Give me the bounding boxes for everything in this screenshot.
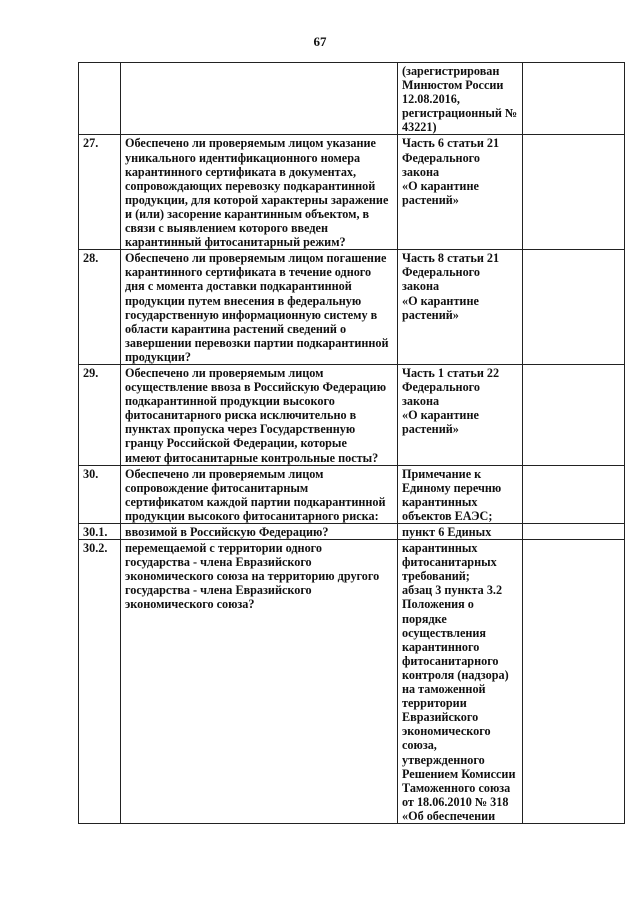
question-cell bbox=[121, 364, 398, 465]
legal-reference-cell bbox=[398, 364, 523, 465]
answer-cell bbox=[523, 250, 625, 365]
row-number: 28. bbox=[83, 251, 99, 266]
legal-reference-cell bbox=[398, 63, 523, 135]
legal-reference-text: пункт 6 Единых bbox=[402, 525, 492, 539]
legal-reference-cell bbox=[398, 250, 523, 365]
table-row bbox=[79, 63, 625, 135]
answer-cell bbox=[523, 465, 625, 523]
legal-reference-cell bbox=[398, 524, 523, 540]
row-number-cell bbox=[79, 364, 121, 465]
question-text: Обеспечено ли проверяемым лицом погашение карантинного сертификата в течение одного дня с момента доставки подкарантинной продукции путем внесения в федеральную государственную информационную систему в области карантина растений сведений о завершении перевозки партии подкарантинной продукции? bbox=[125, 251, 389, 364]
row-number: 27. bbox=[83, 136, 99, 151]
table-row bbox=[79, 524, 625, 540]
table-row bbox=[79, 250, 625, 365]
legal-reference-text: Часть 1 статьи 22 Федерального закона «О карантине растений» bbox=[402, 365, 500, 437]
legal-reference-text: (зарегистрирован Минюстом России 12.08.2016, регистрационный № 43221) bbox=[402, 64, 518, 135]
question-text: Обеспечено ли проверяемым лицом сопровождение фитосанитарным сертификатом каждой партии подкарантинной продукции высокого фитосанитарного риска: bbox=[125, 466, 386, 523]
row-number-cell bbox=[79, 540, 121, 824]
question-cell bbox=[121, 135, 398, 250]
checklist-table-body bbox=[79, 63, 625, 824]
row-number: 30. bbox=[83, 466, 99, 481]
checklist-table bbox=[78, 62, 625, 824]
answer-cell bbox=[523, 63, 625, 135]
row-number: 30.2. bbox=[83, 541, 108, 556]
table-row bbox=[79, 364, 625, 465]
table-row bbox=[79, 540, 625, 824]
legal-reference-cell bbox=[398, 540, 523, 824]
answer-cell bbox=[523, 524, 625, 540]
legal-reference-cell bbox=[398, 135, 523, 250]
legal-reference-cell bbox=[398, 465, 523, 523]
row-number: 29. bbox=[83, 365, 99, 380]
table-row bbox=[79, 465, 625, 523]
answer-cell bbox=[523, 135, 625, 250]
question-cell bbox=[121, 465, 398, 523]
row-number-cell bbox=[79, 524, 121, 540]
document-sheet bbox=[78, 62, 625, 824]
question-cell bbox=[121, 524, 398, 540]
page-number: 67 bbox=[313, 34, 327, 49]
question-cell bbox=[121, 250, 398, 365]
table-row bbox=[79, 135, 625, 250]
answer-cell bbox=[523, 364, 625, 465]
answer-cell bbox=[523, 540, 625, 824]
row-number-cell bbox=[79, 63, 121, 135]
question-cell bbox=[121, 540, 398, 824]
question-text: перемещаемой с территории одного государства - члена Евразийского экономического союза на территорию другого государства - члена Евразийского экономического союза? bbox=[125, 541, 380, 612]
row-number-cell bbox=[79, 135, 121, 250]
question-text: Обеспечено ли проверяемым лицом осуществление ввоза в Российскую Федерацию подкарантинной продукции высокого фитосанитарного риска исключительно в пунктах пропуска через Государственную гранцу Российской Федерации, которые имеют фитосанитарные контрольные посты? bbox=[125, 365, 387, 465]
legal-reference-text: Часть 8 статьи 21 Федерального закона «О карантине растений» bbox=[402, 251, 500, 322]
legal-reference-text: карантинных фитосанитарных требований; абзац 3 пункта 3.2 Положения о порядке осуществления карантинного фитосанитарного контроля (надзора) на таможенной территории Евразийского экономического союза, утвержденного Решением Комиссии Таможенного союза от 18.06.2010 № 318 «Об обеспечении bbox=[402, 541, 516, 823]
row-number-cell bbox=[79, 465, 121, 523]
row-number: 30.1. bbox=[83, 525, 108, 539]
question-text: Обеспечено ли проверяемым лицом указание уникального идентификационного номера карантинного сертификата в документах, сопровождающих перевозку подкарантинной продукции, для которой характерны заражение и (или) засорение карантинным объектом, в связи с выявлением которого введен карантинный фитосанитарный режим? bbox=[125, 136, 389, 250]
row-number-cell bbox=[79, 250, 121, 365]
legal-reference-text: Часть 6 статьи 21 Федерального закона «О карантине растений» bbox=[402, 136, 500, 207]
question-text: ввозимой в Российскую Федерацию? bbox=[125, 525, 329, 539]
question-cell bbox=[121, 63, 398, 135]
legal-reference-text: Примечание к Единому перечню карантинных объектов ЕАЭС; bbox=[402, 466, 502, 523]
